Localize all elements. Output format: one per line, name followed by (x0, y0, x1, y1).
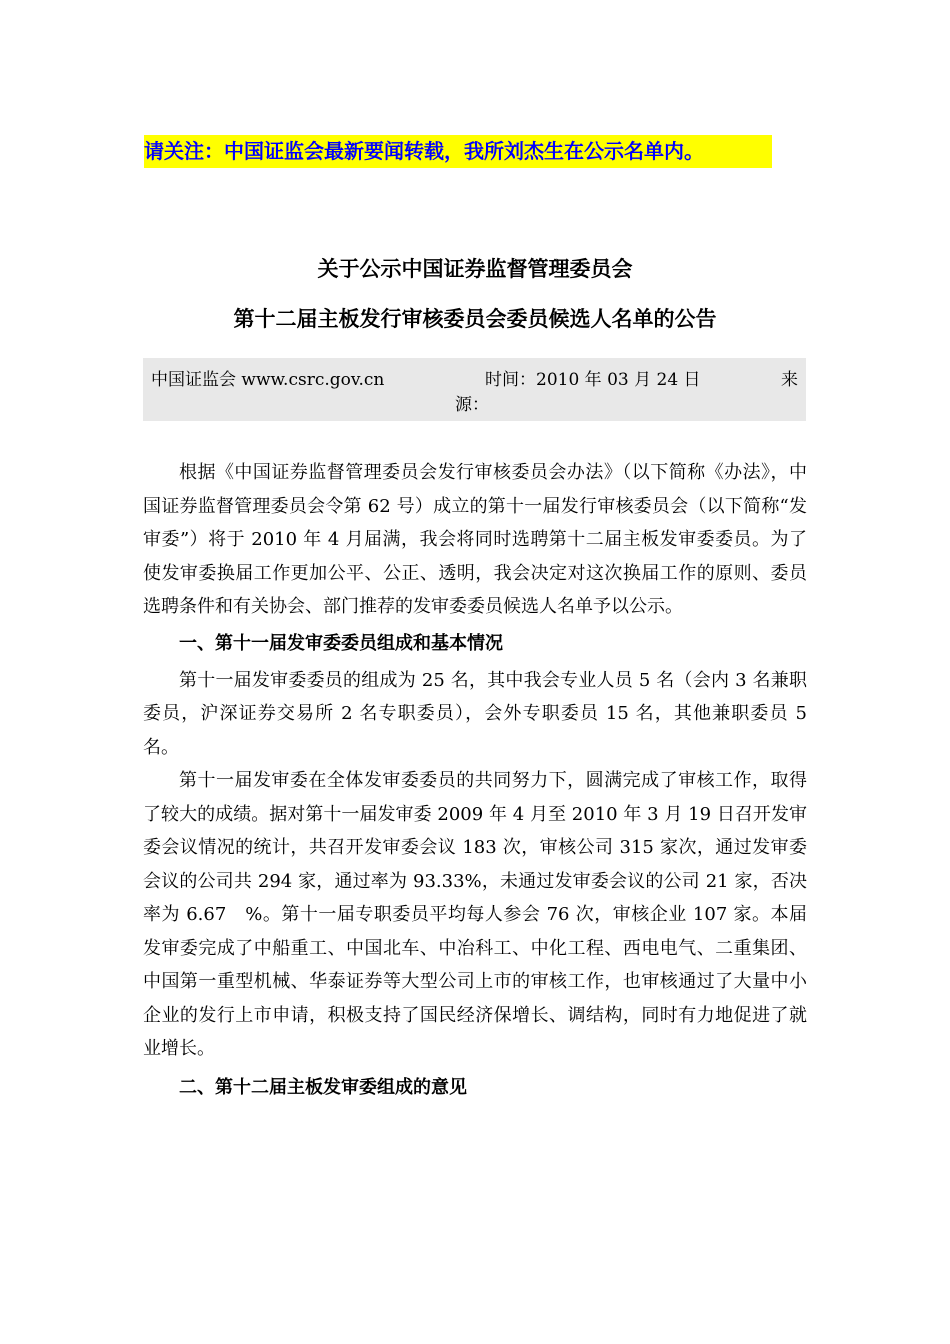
section1-heading: 一、第十一届发审委委员组成和基本情况 (179, 632, 503, 654)
source-label-part1: 来 (781, 370, 798, 390)
article-body (143, 456, 807, 1108)
section2-heading: 二、第十二届主板发审委组成的意见 (179, 1076, 467, 1098)
section1-paragraph-1: 第十一届发审委委员的组成为 25 名，其中我会专业人员 5 名（会内 3 名兼职委员，沪深证券交易所 2 名专职委员），会外专职委员 15 名，其他兼职委员 5 名。 (143, 669, 807, 758)
announcement-title-line1: 关于公示中国证券监督管理委员会 (317, 257, 633, 281)
publish-time: 时间：2010 年 03 月 24 日 (485, 370, 701, 390)
source-label-part2: 源： (455, 395, 489, 415)
intro-paragraph: 根据《中国证券监督管理委员会发行审核委员会办法》（以下简称《办法》，中国证券监督管理委员会令第 62 号）成立的第十一届发行审核委员会（以下简称“发审委”）将于 2010 年 4 月届满，我会将同时选聘第十二届主板发审委委员。为了使发审委换届工作更加公平、公正、透明，我会决定对这次换届工作的原则、委员选聘条件和有关协会、部门推荐的发审委委员候选人名单予以公示。 (143, 462, 807, 617)
source-site: 中国证监会 www.csrc.gov.cn (151, 370, 385, 390)
highlighted-notice: 请关注：中国证监会最新要闻转载，我所刘杰生在公示名单内。 (144, 135, 772, 168)
section1-paragraph-2: 第十一届发审委在全体发审委委员的共同努力下，圆满完成了审核工作，取得了较大的成绩。据对第十一届发审委 2009 年 4 月至 2010 年 3 月 19 日召开发审委会议情况的统计，共召开发审委会议 183 次，审核公司 315 家次，通过发审委会议的公司共 294 家，通过率为 93.33%，未通过发审委会议的公司 21 家，否决率为 6.67 %。第十一届专职委员平均每人参会 76 次，审核企业 107 家。本届发审委完成了中船重工、中国北车、中冶科工、中化工程、西电电气、二重集团、中国第一重型机械、华泰证券等大型公司上市的审核工作，也审核通过了大量中小企业的发行上市申请，积极支持了国民经济保增长、调结构，同时有力地促进了就业增长。 (143, 770, 807, 1059)
metadata-bar (143, 358, 806, 421)
announcement-title-line2: 第十二届主板发行审核委员会委员候选人名单的公告 (233, 307, 717, 331)
